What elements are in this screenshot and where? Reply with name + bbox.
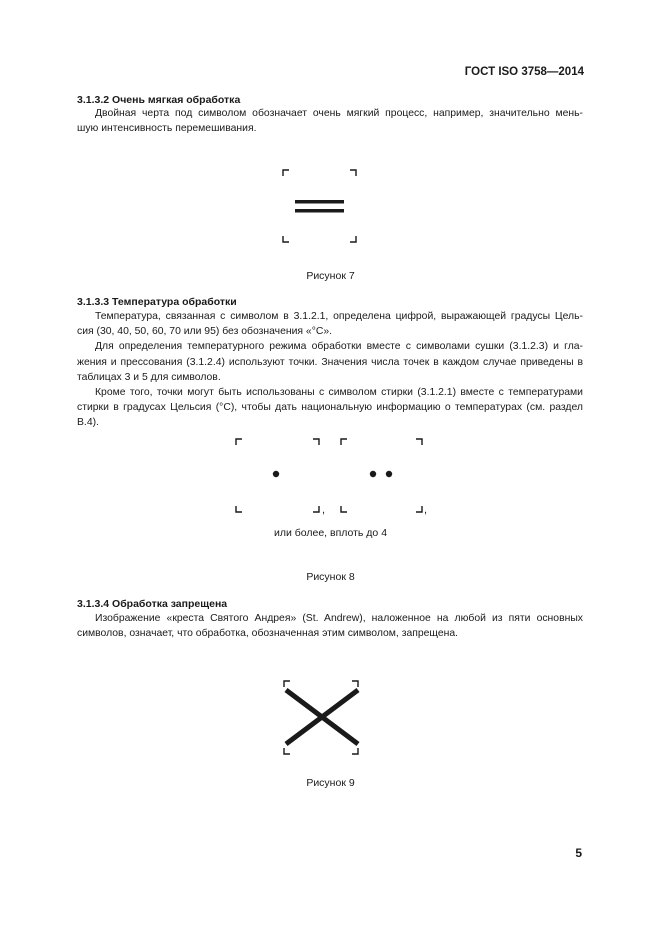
figure-7-double-line-symbol — [270, 160, 370, 255]
page-number: 5 — [575, 846, 582, 860]
text-line: стирки в градусах Цельсия (°С), чтобы дать национальную информацию о температурах (см. раздел — [77, 402, 583, 414]
corner-mark — [313, 439, 319, 445]
corner-mark — [283, 170, 289, 176]
single-dot — [273, 471, 279, 477]
comma-mark: , — [322, 504, 326, 516]
text-line: шую интенсивность перемешивания. — [77, 123, 257, 135]
corner-mark — [341, 439, 347, 445]
section-3132-text — [77, 106, 583, 136]
section-3133-heading: 3.1.3.3 Температура обработки — [77, 296, 237, 308]
corner-mark — [352, 681, 358, 687]
text-line: сия (30, 40, 50, 60, 70 или 95) без обозначения «°С». — [77, 326, 333, 338]
section-3134-heading: 3.1.3.4 Обработка запрещена — [77, 598, 228, 610]
section-3132-heading: 3.1.3.2 Очень мягкая обработка — [77, 94, 241, 106]
section-3134-text — [77, 611, 583, 641]
corner-mark — [350, 170, 356, 176]
corner-mark — [236, 506, 242, 512]
figure-9-caption: Рисунок 9 — [306, 777, 355, 789]
double-dot-right — [386, 471, 392, 477]
figure-8-dot-symbols — [228, 430, 434, 520]
figure-9-st-andrew-cross-symbol — [272, 672, 372, 764]
text-line: Изображение «креста Святого Андрея» (St. Andrew), наложенное на любой из пяти основных — [95, 613, 583, 624]
cross-icon — [286, 690, 358, 744]
figure-8-note: или более, вплоть до 4 — [273, 527, 388, 539]
text-line: Кроме того, точки могут быть использованы с символом стирки (3.1.2.1) вместе с температурами — [95, 387, 583, 399]
standard-code: ГОСТ ISO 3758—2014 — [464, 66, 584, 78]
text-line: таблицах 3 и 5 для символов. — [77, 371, 221, 383]
corner-mark — [283, 236, 289, 242]
corner-mark — [416, 506, 422, 512]
corner-mark — [350, 236, 356, 242]
text-line: Двойная черта под символом обозначает очень мягкий процесс, например, значительно мень- — [95, 108, 583, 119]
text-line: В.4). — [77, 417, 99, 429]
comma-mark: , — [424, 504, 428, 516]
lower-bar — [295, 209, 344, 213]
corner-mark — [284, 748, 290, 754]
corner-mark — [341, 506, 347, 512]
corner-mark — [313, 506, 319, 512]
corner-mark — [284, 681, 290, 687]
figure-7-caption: Рисунок 7 — [306, 270, 355, 282]
corner-mark — [352, 748, 358, 754]
text-line: жения и прессования (3.1.2.4) используют точки. Значения числа точек в каждом случае приведены в — [77, 356, 583, 368]
corner-mark — [416, 439, 422, 445]
corner-mark — [236, 439, 242, 445]
text-line: Температура, связанная с символом в 3.1.2.1, определена цифрой, выражающей градусы Цель- — [95, 311, 583, 322]
upper-bar — [295, 200, 344, 204]
text-line: Для определения температурного режима обработки вместе с символами сушки (3.1.2.3) и гла- — [95, 341, 583, 353]
double-dot-left — [370, 471, 376, 477]
figure-8-caption: Рисунок 8 — [306, 571, 355, 583]
section-3133-text — [77, 309, 583, 431]
text-line: символов, означает, что обработка, обозначенная этим символом, запрещена. — [77, 628, 459, 640]
